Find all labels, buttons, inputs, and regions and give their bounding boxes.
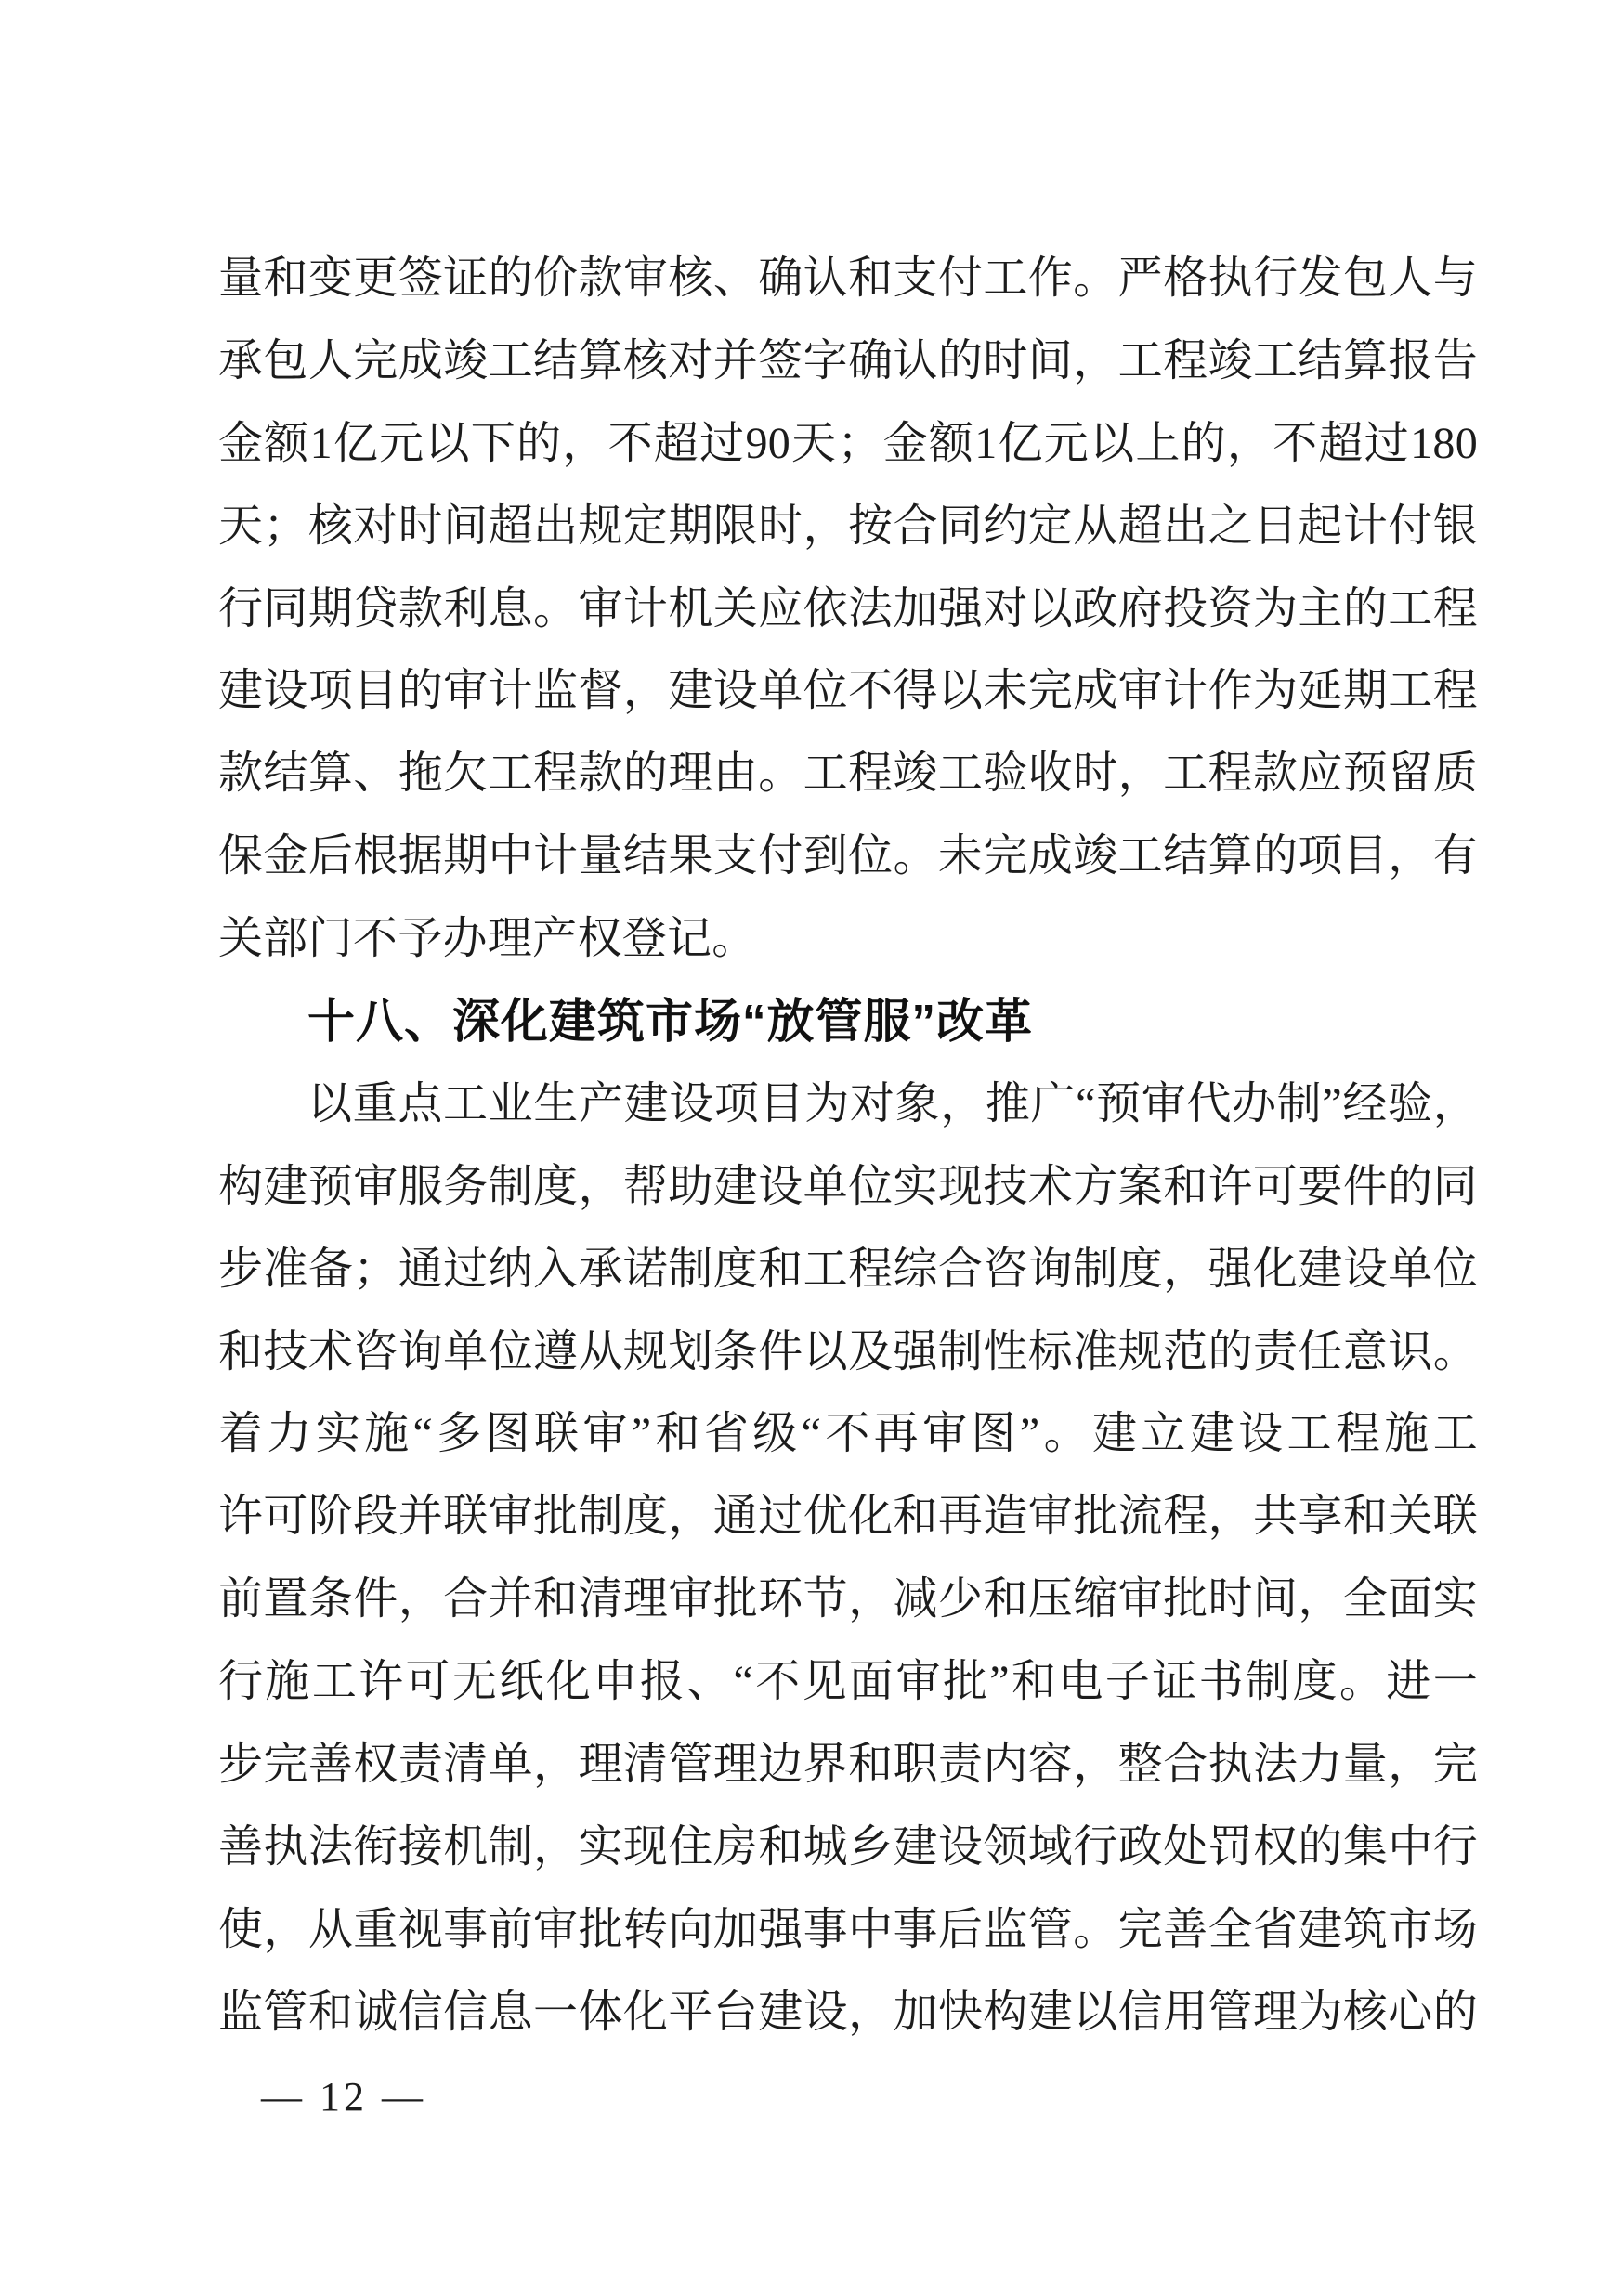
text-line: 监管和诚信信息一体化平台建设，加快构建以信用管理为核心的 bbox=[218, 1987, 1478, 2037]
text-line: 承包人完成竣工结算核对并签字确认的时间，工程竣工结算报告 bbox=[218, 335, 1478, 385]
text-line: 许可阶段并联审批制度，通过优化和再造审批流程，共享和关联 bbox=[218, 1492, 1478, 1542]
text-line: 步完善权责清单，理清管理边界和职责内容，整合执法力量，完 bbox=[218, 1740, 1478, 1790]
text-line: 使，从重视事前审批转向加强事中事后监管。完善全省建筑市场 bbox=[218, 1904, 1478, 1954]
text-line: 款结算、拖欠工程款的理由。工程竣工验收时，工程款应预留质 bbox=[218, 749, 1478, 799]
text-line: 构建预审服务制度，帮助建设单位实现技术方案和许可要件的同 bbox=[218, 1161, 1478, 1211]
text-line: 量和变更签证的价款审核、确认和支付工作。严格执行发包人与 bbox=[218, 254, 1478, 303]
text-line: 金额1亿元以下的，不超过90天；金额1亿元以上的，不超过180 bbox=[218, 418, 1478, 468]
text-line: 着力实施“多图联审”和省级“不再审图”。建立建设工程施工 bbox=[218, 1409, 1478, 1459]
text-line: 前置条件，合并和清理审批环节，减少和压缩审批时间，全面实 bbox=[218, 1574, 1478, 1624]
text-line: 行施工许可无纸化申报、“不见面审批”和电子证书制度。进一 bbox=[218, 1657, 1478, 1707]
text-line: 关部门不予办理产权登记。 bbox=[218, 914, 757, 964]
text-line: 以重点工业生产建设项目为对象，推广“预审代办制”经验， bbox=[307, 1078, 1478, 1128]
text-block bbox=[218, 238, 1478, 2055]
page-number: — 12 — bbox=[261, 2074, 426, 2120]
text-line: 步准备；通过纳入承诺制度和工程综合咨询制度，强化建设单位 bbox=[218, 1244, 1478, 1294]
text-line: 和技术咨询单位遵从规划条件以及强制性标准规范的责任意识。 bbox=[218, 1326, 1478, 1376]
section-heading: 十八、深化建筑市场“放管服”改革 bbox=[307, 995, 1034, 1049]
text-line: 善执法衔接机制，实现住房和城乡建设领域行政处罚权的集中行 bbox=[218, 1821, 1478, 1872]
text-line: 天；核对时间超出规定期限时，按合同约定从超出之日起计付银 bbox=[218, 501, 1478, 551]
text-line: 行同期贷款利息。审计机关应依法加强对以政府投资为主的工程 bbox=[218, 583, 1478, 633]
text-line: 建设项目的审计监督，建设单位不得以未完成审计作为延期工程 bbox=[218, 666, 1478, 716]
text-line: 保金后根据期中计量结果支付到位。未完成竣工结算的项目，有 bbox=[218, 831, 1478, 881]
